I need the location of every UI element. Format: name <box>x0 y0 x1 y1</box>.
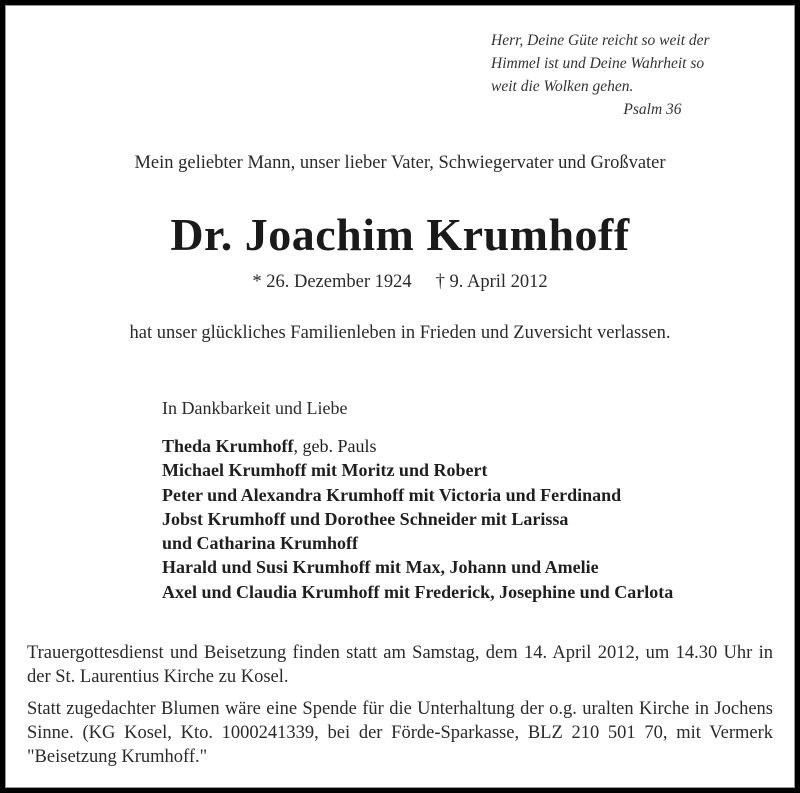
quote-source: Psalm 36 <box>623 101 682 118</box>
funeral-details: Trauergottesdienst und Beisetzung finden statt am Samstag, dem 14. April 2012, um 14.30 Uhr in der St. Laurentius Kirche zu Kosel. <box>27 643 773 687</box>
bible-quote <box>491 29 710 121</box>
family-member: Peter und Alexandra Krumhoff mit Victoria und Ferdinand <box>162 484 622 505</box>
quote-line: Herr, Deine Güte reicht so weit der <box>491 32 710 49</box>
birth-date: * 26. Dezember 1924 <box>252 272 412 292</box>
life-dates <box>5 272 795 293</box>
obituary-notice <box>5 5 795 788</box>
family-member: Jobst Krumhoff und Dorothee Schneider mit Larissa <box>162 508 569 529</box>
quote-line: Himmel ist und Deine Wahrheit so <box>491 55 705 72</box>
death-date: † 9. April 2012 <box>435 272 548 292</box>
family-member: Michael Krumhoff mit Moritz und Robert <box>162 460 488 481</box>
family-member: und Catharina Krumhoff <box>162 533 359 554</box>
quote-line: weit die Wolken gehen. <box>491 78 634 95</box>
family-list <box>162 434 673 604</box>
donation-details: Statt zugedachter Blumen wäre eine Spende für die Unterhaltung der o.g. uralten Kirche in Jochens Sinne. (KG Kosel, Kto. 1000241339, bei der Förde-Sparkasse, BLZ 210 501 70, mit Vermerk "Beisetzung Krumhoff." <box>27 699 773 767</box>
thanks-line: In Dankbarkeit und Liebe <box>162 398 348 418</box>
family-member: Theda Krumhoff, geb. Pauls <box>162 436 377 456</box>
family-member: Harald und Susi Krumhoff mit Max, Johann und Amelie <box>162 557 599 578</box>
statement-line: hat unser glückliches Familienleben in Frieden und Zuversicht verlassen. <box>129 323 671 343</box>
intro-line: Mein geliebter Mann, unser lieber Vater, Schwiegervater und Großvater <box>134 153 666 173</box>
family-member: Axel und Claudia Krumhoff mit Frederick, Josephine und Carlota <box>162 581 674 602</box>
service-info <box>27 641 773 769</box>
deceased-name: Dr. Joachim Krumhoff <box>170 209 630 260</box>
